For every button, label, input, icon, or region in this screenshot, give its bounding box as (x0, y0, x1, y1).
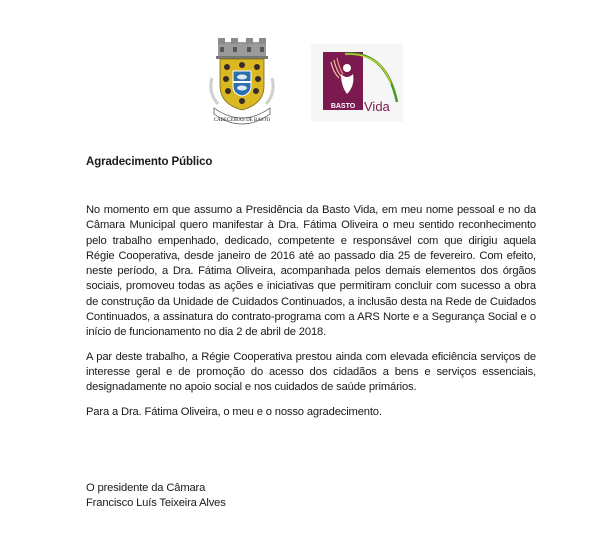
basto-vida-logo-icon (311, 44, 403, 122)
signature-block (86, 481, 226, 511)
signature-name: Francisco Luís Teixeira Alves (86, 497, 226, 509)
cabeceiras-de-basto-crest-icon (206, 38, 278, 128)
svg-text:BASTO: BASTO (330, 103, 356, 110)
document-title: Agradecimento Público (86, 156, 213, 168)
svg-text:Vida: Vida (364, 99, 390, 114)
paragraph-3: Para a Dra. Fátima Oliveira, o meu e o nosso agradecimento. (86, 405, 382, 418)
document-body (86, 203, 536, 429)
header-logos (0, 38, 600, 133)
paragraph-2: A par deste trabalho, a Régie Cooperativa prestou ainda com elevada eficiência serviços de interesse geral e de promoção do acesso dos cidadãos a bens e serviços essenciais, designadamente no apoio social e nos cuidados de saúde primários. (86, 350, 536, 394)
paragraph-1: No momento em que assumo a Presidência da Basto Vida, em meu nome pessoal e no da Câmara Municipal quero manifestar à Dra. Fátima Oliveira o meu sentido reconhecimento pelo trabalho empenhado, dedicado, competente e responsável com que dirigiu aquela Régie Cooperativa, desde janeiro de 2016 até ao passado dia 25 de fevereiro. Com efeito, neste período, a Dra. Fátima Oliveira, acompanhada pelos demais elementos dos órgãos sociais, promoveu todas as ações e iniciativas que permitiram concluir com sucesso a obra de construção da Unidade de Cuidados Continuados, a inclusão desta na Rede de Cuidados Continuados, a assinatura do contrato-programa com a ARS Norte e a Segurança Social e o início de funcionamento no dia 2 de abril de 2018. (86, 204, 536, 339)
svg-text:CABECEIRAS DE BASTO: CABECEIRAS DE BASTO (213, 118, 271, 123)
signature-role: O presidente da Câmara (86, 482, 206, 494)
